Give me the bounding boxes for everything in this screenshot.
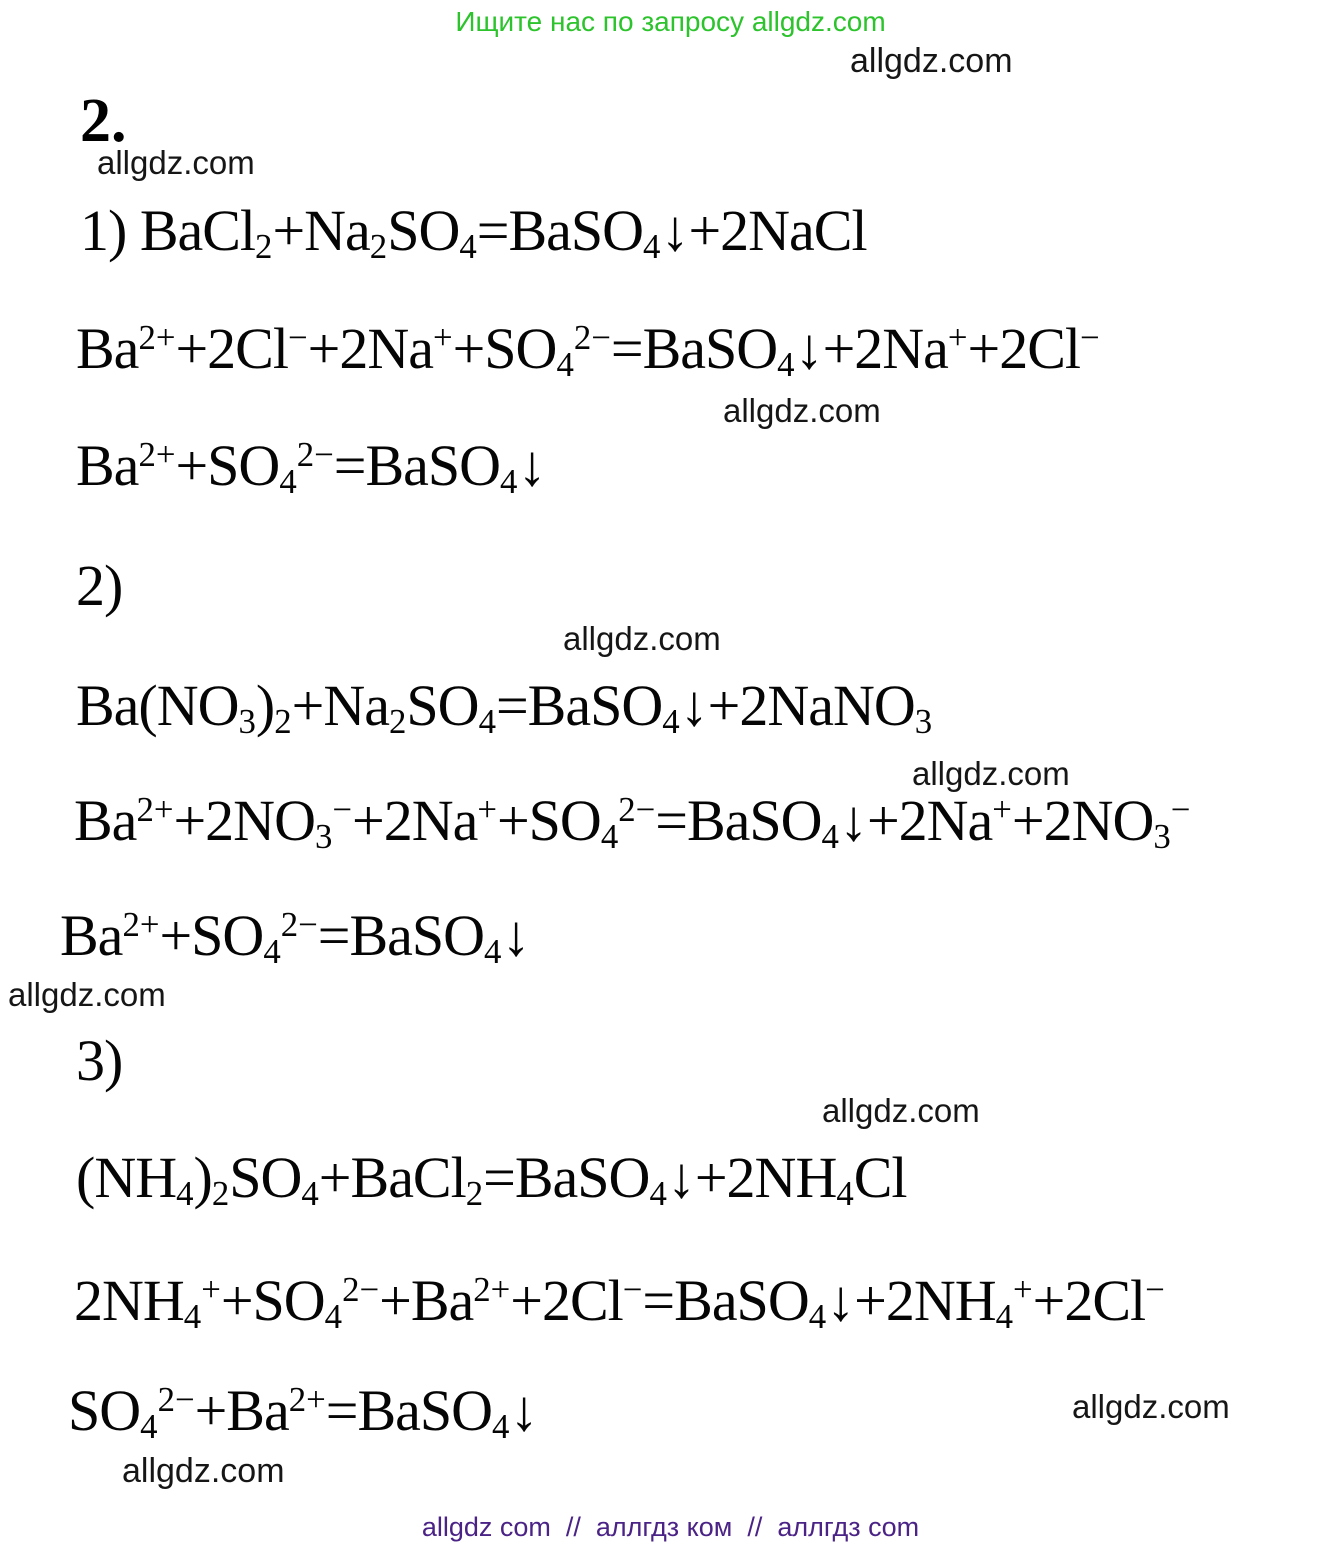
formula-text: SO <box>68 1378 141 1443</box>
equation-reaction-1-molecular <box>80 198 867 267</box>
superscript: 2− <box>342 1269 380 1309</box>
equation-reaction-3-net-ionic <box>68 1378 538 1447</box>
equation-reaction-3-full-ionic <box>74 1268 1165 1337</box>
superscript: 2− <box>618 789 656 829</box>
formula-text: ↓ <box>517 433 546 498</box>
equation-reaction-3-molecular <box>76 1145 907 1214</box>
formula-text: 2NH <box>74 1268 184 1333</box>
formula-text: +2Cl <box>510 1268 623 1333</box>
subscript: 3 <box>914 702 933 742</box>
subscript: 4 <box>459 227 477 267</box>
subscript: 2 <box>465 1174 484 1214</box>
formula-text: ↓+2NaNO <box>679 673 915 738</box>
subscript: 4 <box>556 345 574 385</box>
subscript: 4 <box>600 817 619 857</box>
part-3-label: 3) <box>76 1028 123 1093</box>
formula-text: ↓ <box>509 1378 538 1443</box>
formula-text: =BaSO <box>642 1268 809 1333</box>
superscript: 2+ <box>138 317 176 357</box>
promo-banner-text: Ищите нас по запросу allgdz.com <box>455 6 886 37</box>
formula-text: ↓+2Na <box>794 316 948 381</box>
subscript: 3 <box>1153 817 1171 857</box>
superscript: − <box>622 1269 643 1309</box>
formula-text: (NH <box>76 1145 177 1210</box>
formula-text: =BaSO <box>317 903 485 968</box>
subscript: 4 <box>140 1407 158 1447</box>
subscript: 4 <box>176 1174 194 1214</box>
superscript: − <box>1080 317 1100 357</box>
subscript: 4 <box>263 932 281 972</box>
formula-text: +SO <box>175 433 280 498</box>
formula-text: =BaSO <box>610 316 778 381</box>
subscript: 2 <box>389 702 407 742</box>
equation-reaction-2-full-ionic <box>74 788 1191 857</box>
formula-text: =BaSO <box>495 673 663 738</box>
subscript: 4 <box>484 932 502 972</box>
formula-text: +Ba <box>194 1378 289 1443</box>
watermark: allgdz.com <box>122 1452 285 1490</box>
formula-text: ↓+2NaCl <box>660 198 867 263</box>
formula-text: =BaSO <box>325 1378 493 1443</box>
watermark: allgdz.com <box>912 755 1070 792</box>
formula-text: Ba <box>60 903 123 968</box>
footer-site-text: allgdz com // аллгдз ком // аллгдз com <box>421 1512 920 1542</box>
superscript: − <box>1145 1269 1165 1309</box>
formula-text: Ba <box>76 433 139 498</box>
formula-text: =BaSO <box>333 433 501 498</box>
superscript: + <box>432 317 453 357</box>
superscript: 2− <box>573 317 611 357</box>
subscript: 2 <box>211 1174 230 1214</box>
superscript: − <box>332 789 352 829</box>
subscript: 4 <box>301 1174 319 1214</box>
formula-text: +SO <box>452 316 557 381</box>
equation-reaction-1-net-ionic <box>76 433 546 502</box>
watermark: allgdz.com <box>8 976 166 1013</box>
subscript: 4 <box>808 1297 827 1337</box>
superscript: + <box>201 1269 221 1309</box>
subscript: 4 <box>836 1174 854 1214</box>
formula-text: 1) BaCl <box>80 198 256 263</box>
formula-text: +Ba <box>379 1268 474 1333</box>
subscript: 4 <box>492 1407 510 1447</box>
subscript: 4 <box>821 817 839 857</box>
watermark: allgdz.com <box>1072 1388 1230 1425</box>
formula-text: ↓ <box>501 903 530 968</box>
formula-text: +SO <box>220 1268 325 1333</box>
subscript: 4 <box>279 462 297 502</box>
equation-reaction-1-full-ionic <box>76 316 1100 385</box>
formula-text: +2NO <box>173 788 315 853</box>
subscript: 4 <box>995 1297 1013 1337</box>
equation-reaction-2-molecular <box>76 673 933 742</box>
formula-text: +2Cl <box>175 316 288 381</box>
subscript: 2 <box>274 702 292 742</box>
equation-reaction-2-net-ionic <box>60 903 530 972</box>
formula-text: SO <box>229 1145 302 1210</box>
watermark: allgdz.com <box>723 392 881 429</box>
watermark: allgdz.com <box>97 144 255 181</box>
subscript: 4 <box>643 227 661 267</box>
formula-text: Ba(NO <box>76 673 239 738</box>
task-number: 2. <box>80 87 127 155</box>
superscript: − <box>1170 789 1191 829</box>
formula-text: +2Na <box>351 788 478 853</box>
formula-text: +2Na <box>307 316 433 381</box>
formula-text: SO <box>387 198 460 263</box>
formula-text: =BaSO <box>476 198 644 263</box>
superscript: 2− <box>296 434 334 474</box>
formula-text: ) <box>193 1145 212 1210</box>
watermark: allgdz.com <box>850 42 1013 80</box>
formula-text: Ba <box>74 788 137 853</box>
formula-text: +BaCl <box>318 1145 466 1210</box>
watermark: allgdz.com <box>563 620 721 657</box>
subscript: 4 <box>183 1297 202 1337</box>
superscript: + <box>477 789 497 829</box>
formula-text: +Na <box>272 198 370 263</box>
superscript: + <box>1013 1269 1033 1309</box>
formula-text: +2NO <box>1011 788 1154 853</box>
formula-text: +SO <box>496 788 601 853</box>
subscript: 4 <box>324 1297 343 1337</box>
formula-text: +Na <box>291 673 389 738</box>
subscript: 4 <box>662 702 680 742</box>
superscript: + <box>992 789 1012 829</box>
subscript: 4 <box>649 1174 667 1214</box>
superscript: 2− <box>280 904 318 944</box>
superscript: 2+ <box>288 1379 326 1419</box>
formula-text: ) <box>255 673 275 738</box>
formula-text: Ba <box>76 316 139 381</box>
formula-text: =BaSO <box>483 1145 650 1210</box>
subscript: 3 <box>238 702 256 742</box>
formula-text: ↓+2NH <box>826 1268 996 1333</box>
formula-text: ↓+2NH <box>666 1145 837 1210</box>
formula-text: +SO <box>159 903 264 968</box>
formula-text: =BaSO <box>655 788 822 853</box>
formula-text: Cl <box>853 1145 907 1210</box>
subscript: 2 <box>369 227 388 267</box>
superscript: − <box>287 317 308 357</box>
superscript: 2+ <box>473 1269 511 1309</box>
subscript: 4 <box>478 702 496 742</box>
formula-text: +2Cl <box>967 316 1081 381</box>
superscript: 2− <box>157 1379 195 1419</box>
superscript: 2+ <box>122 904 160 944</box>
subscript: 2 <box>255 227 273 267</box>
part-2-label: 2) <box>76 553 123 618</box>
superscript: 2+ <box>136 789 174 829</box>
formula-text: ↓+2Na <box>838 788 993 853</box>
subscript: 4 <box>777 345 795 385</box>
subscript: 4 <box>500 462 518 502</box>
subscript: 3 <box>314 817 333 857</box>
formula-text: SO <box>406 673 479 738</box>
superscript: 2+ <box>138 434 176 474</box>
watermark: allgdz.com <box>822 1092 980 1129</box>
formula-text: +2Cl <box>1032 1268 1146 1333</box>
superscript: + <box>947 317 968 357</box>
